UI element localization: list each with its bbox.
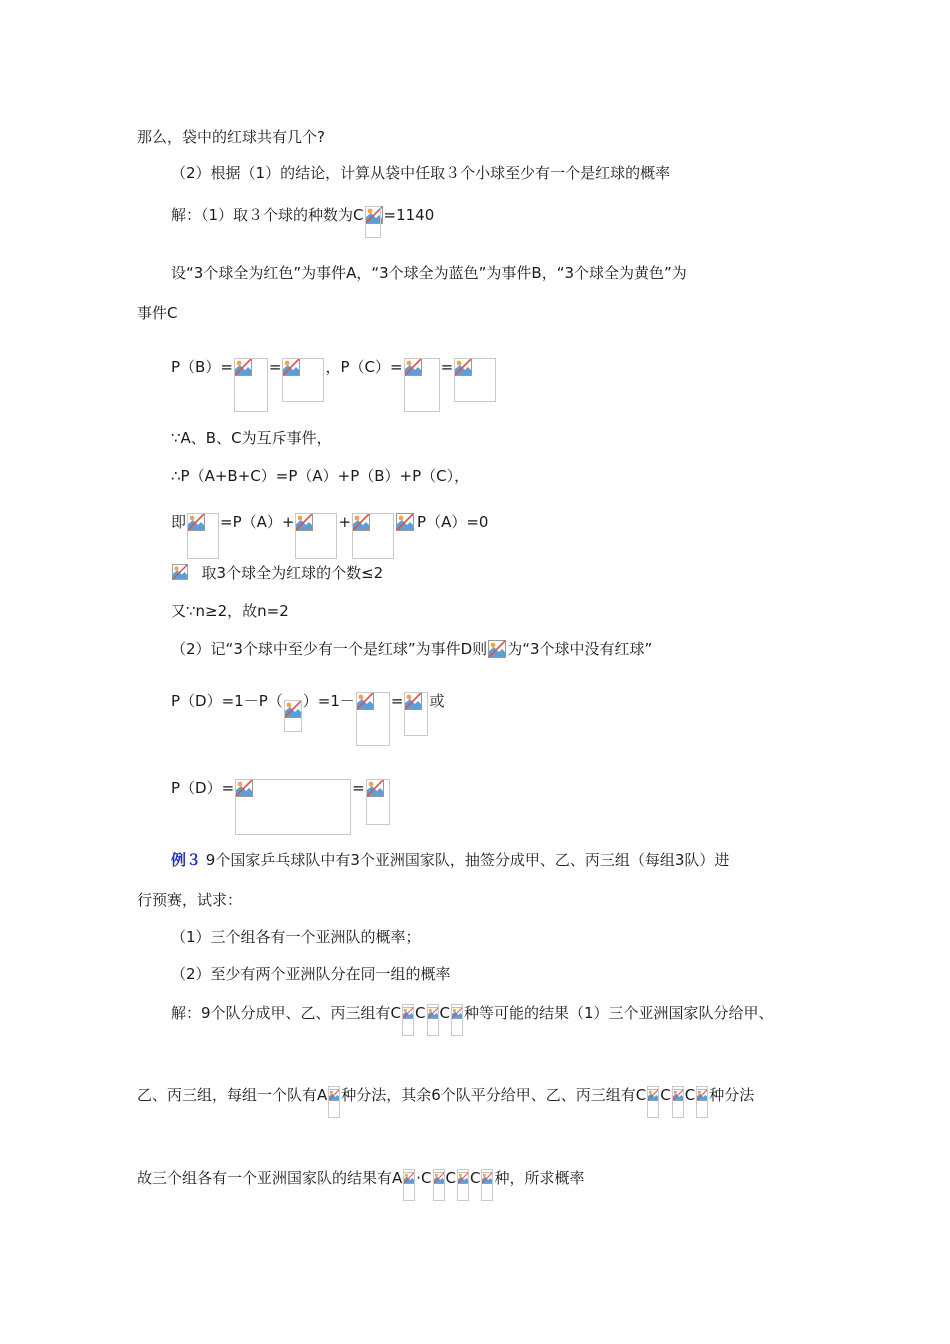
text-fragment: （2）记“3个球中至少有一个是红球”为事件D则 bbox=[171, 640, 488, 658]
broken-image-icon bbox=[396, 513, 416, 531]
text-fragment: 种，所求概率 bbox=[494, 1169, 585, 1187]
text-fragment: P（A）=0 bbox=[417, 513, 489, 531]
broken-image-icon bbox=[402, 1004, 414, 1022]
broken-image-icon bbox=[356, 692, 390, 710]
broken-image-icon bbox=[328, 1086, 340, 1104]
broken-image-icon bbox=[169, 564, 191, 582]
text-fragment: = bbox=[440, 358, 454, 376]
broken-image-icon bbox=[234, 358, 268, 376]
text-line: ∴P（A+B+C）=P（A）+P（B）+P（C）， bbox=[171, 467, 470, 485]
text-line bbox=[171, 1003, 774, 1023]
broken-image-icon bbox=[295, 513, 337, 531]
text-line bbox=[171, 512, 488, 532]
text-line bbox=[171, 778, 391, 798]
text-line: 行预赛，试求： bbox=[137, 891, 243, 909]
text-line: （2）根据（1）的结论，计算从袋中任取３个小球至少有一个是红球的概率 bbox=[171, 164, 671, 182]
broken-image-icon bbox=[404, 692, 428, 710]
text-line bbox=[168, 563, 383, 583]
text-fragment: 乙、丙三组，每组一个队有A bbox=[137, 1086, 328, 1104]
text-line bbox=[171, 205, 434, 225]
text-fragment: 解：（1）取３个球的种数为C bbox=[171, 206, 364, 224]
text-fragment: C bbox=[660, 1086, 671, 1104]
text-fragment: = bbox=[268, 358, 282, 376]
text-fragment: ·C bbox=[416, 1169, 432, 1187]
text-line bbox=[137, 1168, 585, 1188]
text-fragment: + bbox=[338, 513, 352, 531]
text-fragment: 故三个组各有一个亚洲国家队的结果有A bbox=[137, 1169, 403, 1187]
broken-image-icon bbox=[404, 358, 440, 376]
text-line bbox=[137, 1085, 754, 1105]
text-line bbox=[171, 691, 444, 718]
text-fragment: 或 bbox=[429, 692, 445, 710]
text-fragment: P（D）=1－P（ bbox=[171, 692, 283, 710]
text-line: 设“3个球全为红色”为事件A，“3个球全为蓝色”为事件B，“3个球全为黄色”为 bbox=[171, 264, 687, 282]
broken-image-icon bbox=[365, 206, 383, 224]
text-fragment: 为“3个球中没有红球” bbox=[507, 640, 653, 658]
text-fragment: 种等可能的结果（1）三个亚洲国家队分给甲、 bbox=[464, 1004, 774, 1022]
text-fragment: =1140 bbox=[383, 206, 435, 224]
broken-image-icon bbox=[284, 700, 302, 718]
text-fragment: 种分法，其余6个队平分给甲、乙、丙三组有C bbox=[341, 1086, 647, 1104]
broken-image-icon bbox=[481, 1169, 493, 1187]
text-fragment: P（B）= bbox=[171, 358, 233, 376]
text-fragment: 即 bbox=[171, 513, 187, 531]
broken-image-icon bbox=[403, 1169, 415, 1187]
text-line: （1）三个组各有一个亚洲队的概率； bbox=[171, 928, 421, 946]
broken-image-icon bbox=[696, 1086, 708, 1104]
broken-image-icon bbox=[187, 513, 219, 531]
text-line: （2）至少有两个亚洲队分在同一组的概率 bbox=[171, 965, 451, 983]
text-fragment: C bbox=[445, 1169, 456, 1187]
broken-image-icon bbox=[427, 1004, 439, 1022]
broken-image-icon bbox=[282, 358, 324, 376]
text-line: ∵A、B、C为互斥事件， bbox=[171, 429, 332, 447]
text-line: 又∵n≥2，故n=2 bbox=[171, 602, 289, 620]
text-fragment: = bbox=[352, 779, 365, 797]
broken-image-icon bbox=[352, 513, 394, 531]
text-fragment: C bbox=[684, 1086, 696, 1104]
text-fragment: 9个国家乒乓球队中有3个亚洲国家队，抽签分成甲、乙、丙三组（每组3队）进 bbox=[205, 851, 730, 869]
broken-image-icon bbox=[366, 779, 390, 797]
text-fragment: 解：9个队分成甲、乙、丙三组有C bbox=[171, 1004, 402, 1022]
text-line bbox=[171, 850, 729, 870]
broken-image-icon bbox=[457, 1169, 469, 1187]
text-fragment: 取3个球全为红球的个数≤2 bbox=[201, 564, 384, 582]
broken-image-icon bbox=[488, 640, 506, 658]
broken-image-icon bbox=[235, 779, 351, 797]
text-fragment: C bbox=[439, 1004, 450, 1022]
text-line bbox=[171, 639, 652, 659]
broken-image-icon bbox=[451, 1004, 463, 1022]
broken-image-icon bbox=[647, 1086, 659, 1104]
text-fragment: C bbox=[415, 1004, 426, 1022]
text-fragment: ）=1－ bbox=[302, 692, 355, 710]
text-fragment: C bbox=[470, 1169, 481, 1187]
text-fragment: 种分法 bbox=[709, 1086, 755, 1104]
text-fragment: ，P（C）= bbox=[325, 358, 403, 376]
broken-image-icon bbox=[433, 1169, 445, 1187]
text-fragment: P（D）= bbox=[171, 779, 235, 797]
text-line: 那么，袋中的红球共有几个? bbox=[137, 128, 325, 146]
text-fragment: = bbox=[390, 692, 404, 710]
broken-image-icon bbox=[454, 358, 496, 376]
broken-image-icon bbox=[672, 1086, 684, 1104]
text-line bbox=[171, 357, 497, 377]
example-label: 例３ bbox=[171, 851, 202, 869]
text-fragment: =P（A）+ bbox=[220, 513, 295, 531]
text-line: 事件C bbox=[137, 304, 178, 322]
